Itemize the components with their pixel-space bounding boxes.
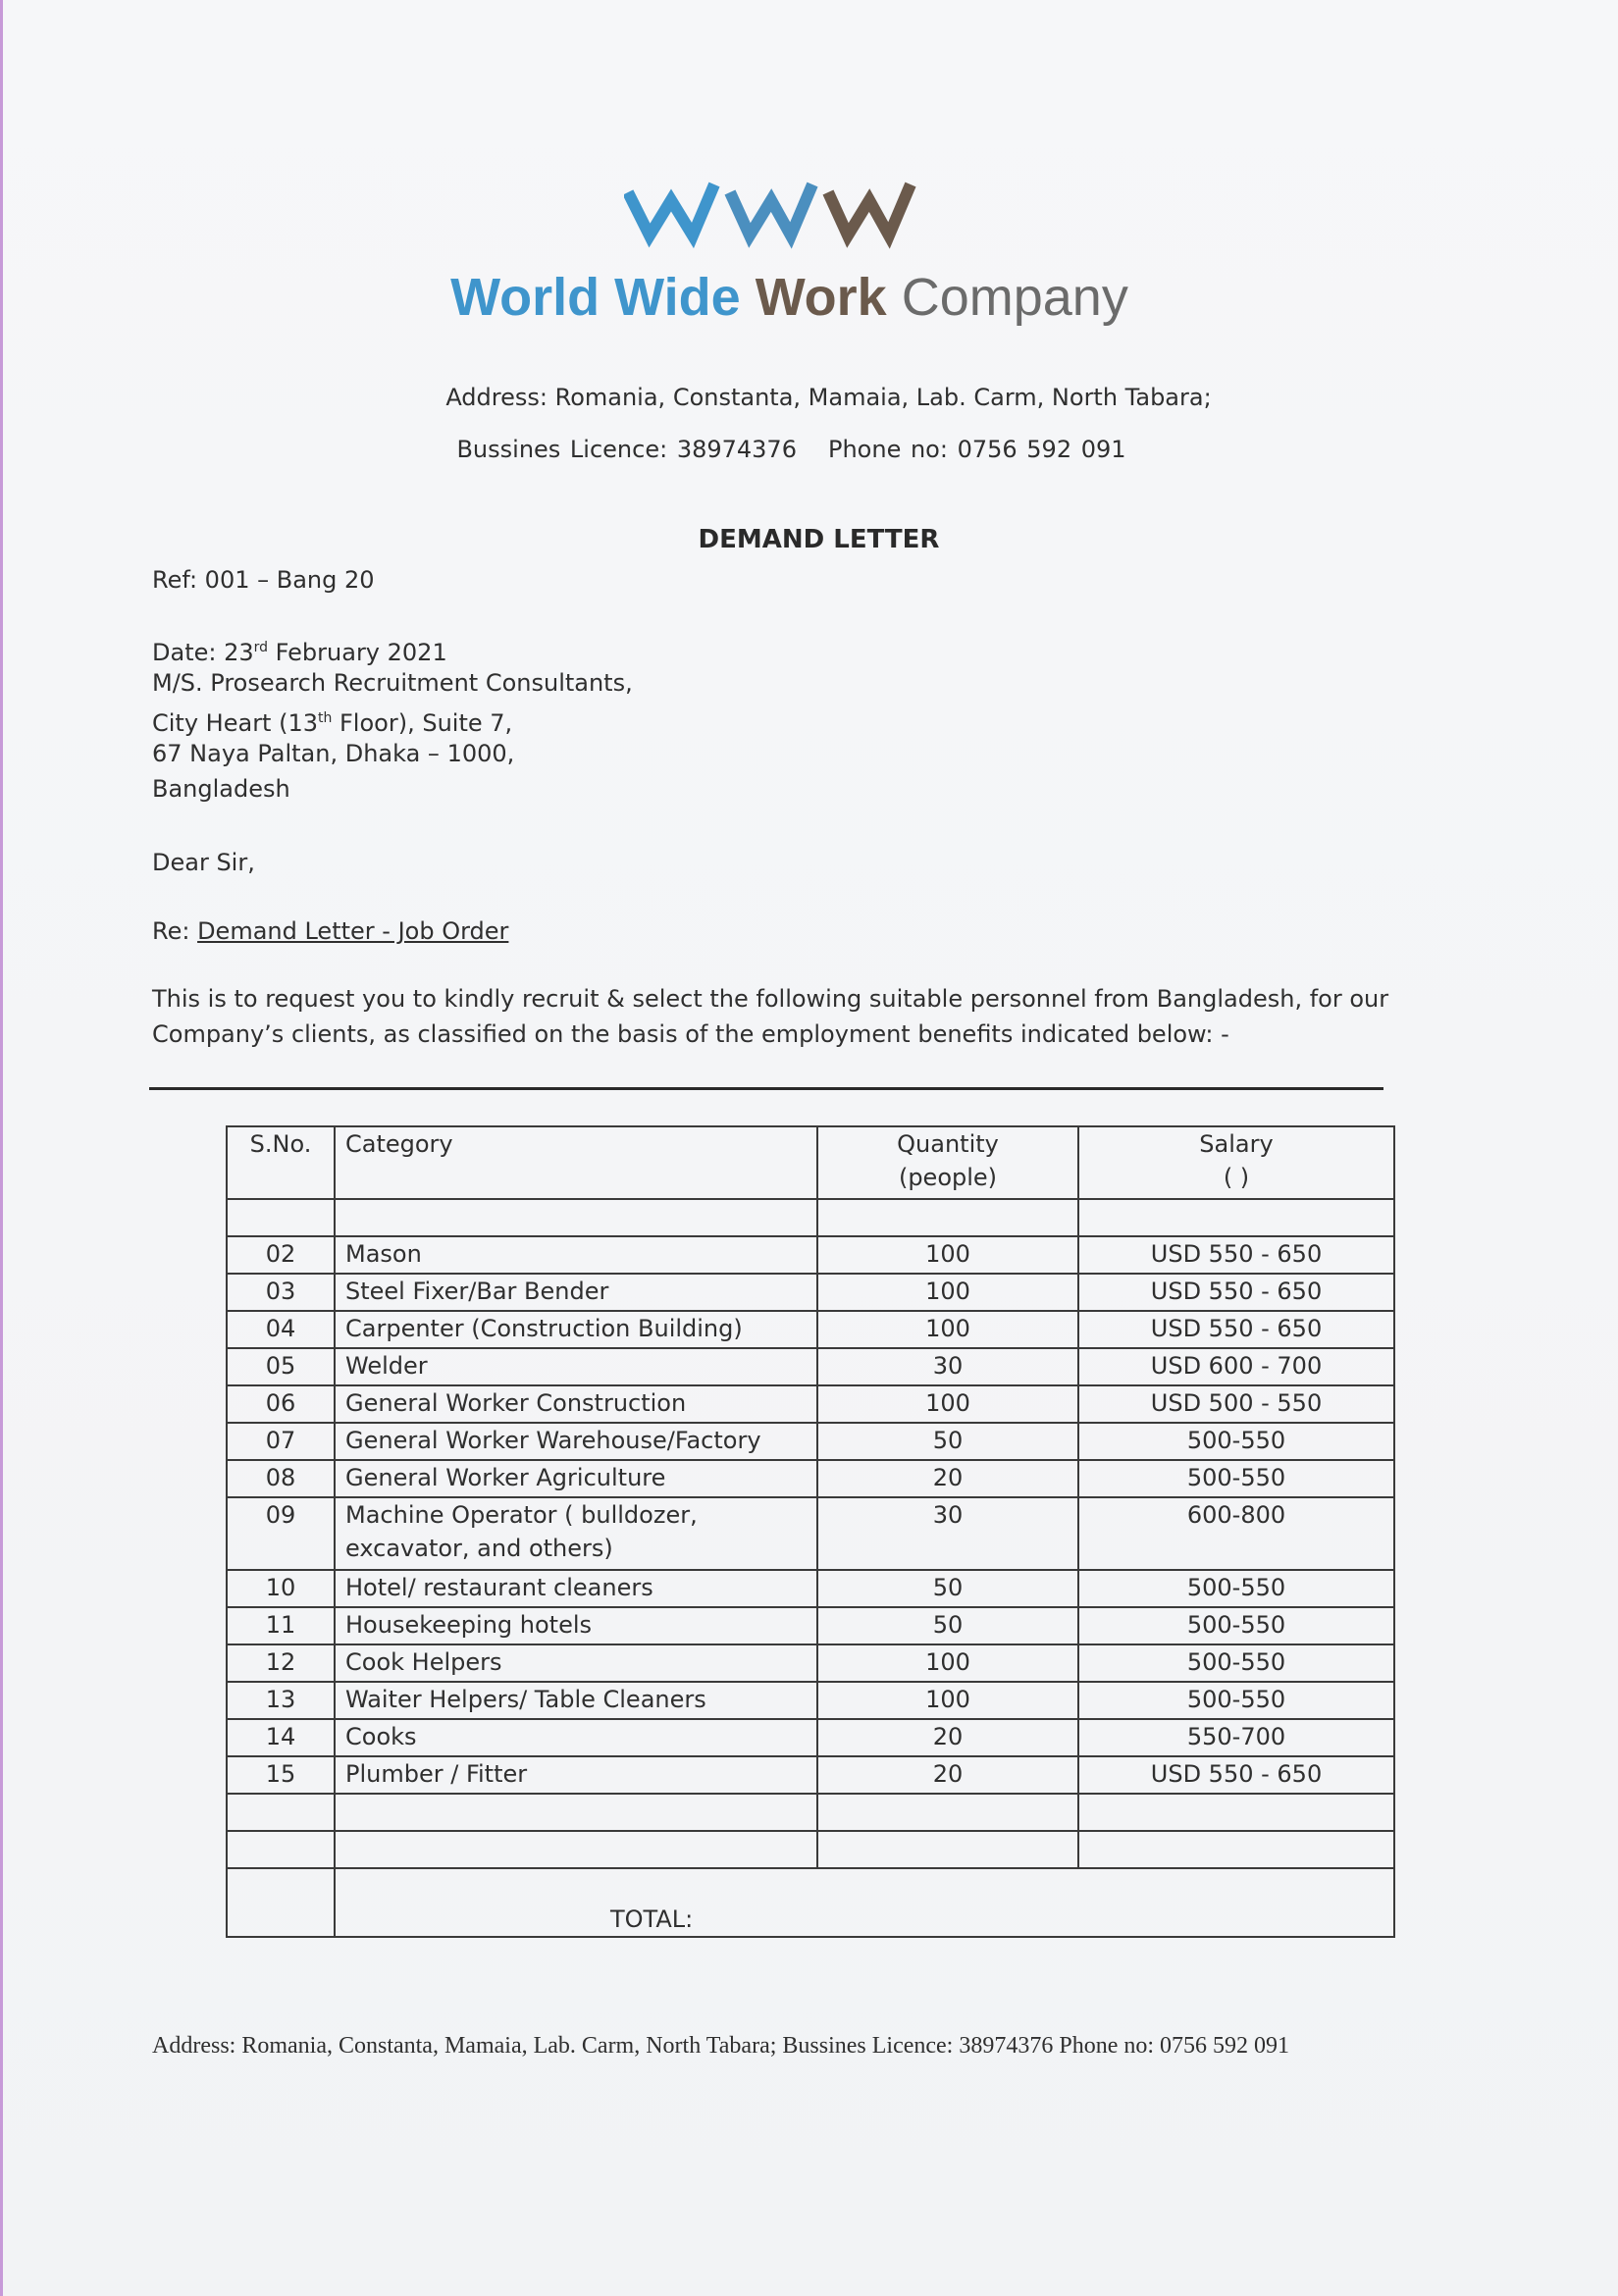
subject-line: Re: Demand Letter - Job Order <box>152 917 509 945</box>
table-row <box>227 1719 1394 1756</box>
cell-quantity: 100 <box>817 1274 1078 1311</box>
cell-sno: 06 <box>227 1385 335 1423</box>
table-row <box>227 1460 1394 1497</box>
cell-salary: 500-550 <box>1078 1570 1394 1607</box>
table-total-row <box>227 1868 1394 1937</box>
cell-salary: 500-550 <box>1078 1682 1394 1719</box>
header-salary: Salary ( ) <box>1078 1126 1394 1199</box>
logo-word-company: Company <box>901 268 1128 327</box>
cell-category: Waiter Helpers/ Table Cleaners <box>335 1682 817 1719</box>
table-row <box>227 1348 1394 1385</box>
header-address: Address: Romania, Constanta, Mamaia, Lab. Carm, North Tabara; <box>445 384 1212 411</box>
table-row-empty <box>227 1199 1394 1236</box>
cell-quantity: 100 <box>817 1682 1078 1719</box>
cell-salary: USD 550 - 650 <box>1078 1756 1394 1794</box>
header-category: Category <box>335 1126 817 1199</box>
cell-sno: 04 <box>227 1311 335 1348</box>
cell-category: General Worker Construction <box>335 1385 817 1423</box>
company-logo-text <box>0 263 1598 332</box>
cell-sno: 09 <box>227 1497 335 1570</box>
www-logo-icon <box>624 175 918 253</box>
cell-sno: 08 <box>227 1460 335 1497</box>
cell-quantity: 50 <box>817 1570 1078 1607</box>
cell-salary: 550-700 <box>1078 1719 1394 1756</box>
recipient-line-4: Bangladesh <box>152 775 290 803</box>
cell-sno: 07 <box>227 1423 335 1460</box>
cell-sno: 10 <box>227 1570 335 1607</box>
footer-address: Address: Romania, Constanta, Mamaia, Lab. Carm, North Tabara; Bussines Licence: 38974376 Phone no: 0756 592 091 <box>152 2033 1290 2059</box>
table-row <box>227 1756 1394 1794</box>
cell-sno: 14 <box>227 1719 335 1756</box>
cell-category: Plumber / Fitter <box>335 1756 817 1794</box>
job-order-table <box>226 1125 1395 1938</box>
cell-category: Cooks <box>335 1719 817 1756</box>
table-row <box>227 1607 1394 1644</box>
cell-category: Hotel/ restaurant cleaners <box>335 1570 817 1607</box>
cell-category: Steel Fixer/Bar Bender <box>335 1274 817 1311</box>
total-label: TOTAL: <box>335 1868 1394 1937</box>
cell-sno: 02 <box>227 1236 335 1274</box>
cell-category: General Worker Warehouse/Factory <box>335 1423 817 1460</box>
cell-quantity: 50 <box>817 1423 1078 1460</box>
cell-category: General Worker Agriculture <box>335 1460 817 1497</box>
cell-category: Carpenter (Construction Building) <box>335 1311 817 1348</box>
table-row <box>227 1644 1394 1682</box>
cell-salary: 500-550 <box>1078 1607 1394 1644</box>
table-row <box>227 1385 1394 1423</box>
divider-line <box>149 1087 1383 1090</box>
cell-salary: 500-550 <box>1078 1423 1394 1460</box>
header-sno: S.No. <box>227 1126 335 1199</box>
header-licence-phone <box>0 433 1600 466</box>
cell-salary: USD 550 - 650 <box>1078 1311 1394 1348</box>
cell-quantity: 20 <box>817 1719 1078 1756</box>
cell-category: Cook Helpers <box>335 1644 817 1682</box>
table-row-empty <box>227 1831 1394 1868</box>
cell-quantity: 30 <box>817 1497 1078 1570</box>
cell-quantity: 100 <box>817 1311 1078 1348</box>
table-row <box>227 1682 1394 1719</box>
header-licence: Bussines Licence: 38974376 <box>456 436 797 463</box>
document-title: DEMAND LETTER <box>698 525 940 554</box>
cell-category: Housekeeping hotels <box>335 1607 817 1644</box>
salutation: Dear Sir, <box>152 849 255 876</box>
cell-salary: USD 500 - 550 <box>1078 1385 1394 1423</box>
cell-salary: USD 550 - 650 <box>1078 1236 1394 1274</box>
cell-category: Welder <box>335 1348 817 1385</box>
table-row <box>227 1497 1394 1570</box>
recipient-block <box>152 630 633 807</box>
intro-paragraph: This is to request you to kindly recruit & select the following suitable personnel from Bangladesh, for our Company’s clients, as classified on the basis of the employment benefits indicated below: - <box>152 985 1389 1048</box>
table-row <box>227 1423 1394 1460</box>
cell-category: Machine Operator ( bulldozer, excavator, and others) <box>335 1497 817 1570</box>
letter-date: Date: 23rd February 2021 <box>152 639 447 666</box>
cell-category: Mason <box>335 1236 817 1274</box>
cell-sno: 05 <box>227 1348 335 1385</box>
cell-quantity: 20 <box>817 1756 1078 1794</box>
cell-quantity: 100 <box>817 1236 1078 1274</box>
recipient-line-2: City Heart (13th Floor), Suite 7, <box>152 709 513 737</box>
header-phone: Phone no: 0756 592 091 <box>827 436 1126 463</box>
cell-salary: 500-550 <box>1078 1644 1394 1682</box>
reference-number: Ref: 001 – Bang 20 <box>152 566 375 594</box>
cell-quantity: 100 <box>817 1385 1078 1423</box>
cell-salary: USD 550 - 650 <box>1078 1274 1394 1311</box>
cell-quantity: 20 <box>817 1460 1078 1497</box>
cell-sno: 15 <box>227 1756 335 1794</box>
recipient-line-1: M/S. Prosearch Recruitment Consultants, <box>152 669 633 697</box>
cell-sno: 11 <box>227 1607 335 1644</box>
cell-quantity: 30 <box>817 1348 1078 1385</box>
table-row-empty <box>227 1794 1394 1831</box>
header-quantity: Quantity (people) <box>817 1126 1078 1199</box>
cell-quantity: 50 <box>817 1607 1078 1644</box>
table-header-row <box>227 1126 1394 1199</box>
table-row <box>227 1311 1394 1348</box>
logo-word-work: Work <box>755 268 887 327</box>
cell-salary: 500-550 <box>1078 1460 1394 1497</box>
table-row <box>227 1570 1394 1607</box>
cell-salary: USD 600 - 700 <box>1078 1348 1394 1385</box>
cell-sno: 03 <box>227 1274 335 1311</box>
cell-sno: 12 <box>227 1644 335 1682</box>
cell-sno: 13 <box>227 1682 335 1719</box>
table-row <box>227 1274 1394 1311</box>
cell-quantity: 100 <box>817 1644 1078 1682</box>
subject-text: Demand Letter - Job Order <box>197 917 509 945</box>
cell-salary: 600-800 <box>1078 1497 1394 1570</box>
logo-word-world: World <box>450 268 600 327</box>
logo-word-wide: Wide <box>614 268 741 327</box>
table-row <box>227 1236 1394 1274</box>
recipient-line-3: 67 Naya Paltan, Dhaka – 1000, <box>152 740 515 767</box>
